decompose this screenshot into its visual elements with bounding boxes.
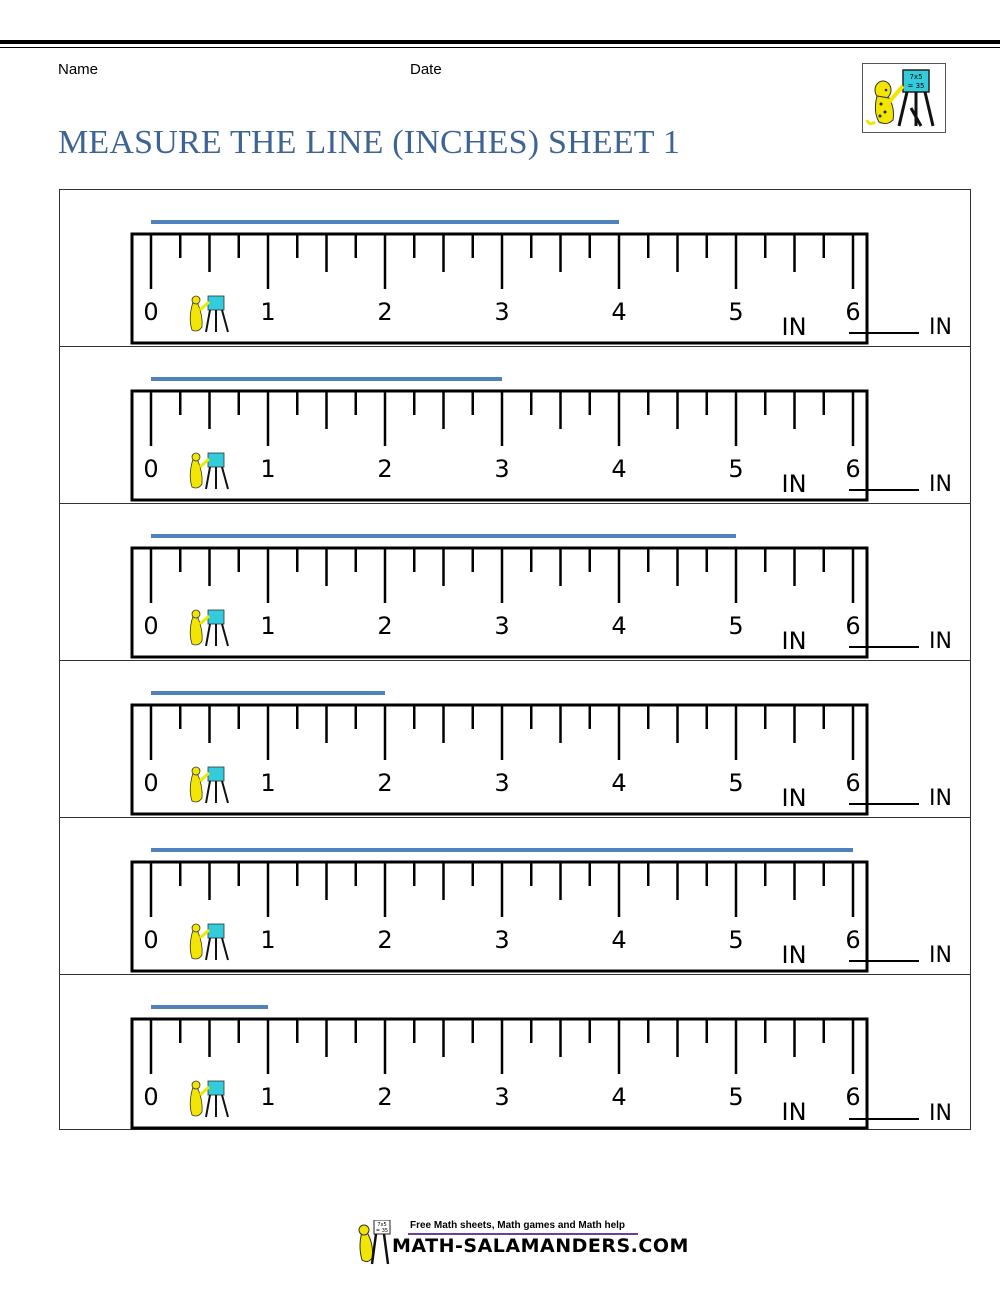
answer-blank[interactable] bbox=[849, 471, 919, 491]
ruler-number: 2 bbox=[377, 1083, 393, 1111]
ruler-number: 0 bbox=[143, 1083, 159, 1111]
answer-unit: IN bbox=[929, 943, 952, 968]
svg-text:7x5: 7x5 bbox=[377, 1222, 387, 1228]
ruler-number: 5 bbox=[728, 612, 744, 640]
ruler-salamander-icon bbox=[190, 1081, 228, 1117]
ruler-number: 6 bbox=[845, 298, 861, 326]
worksheet-table bbox=[59, 189, 971, 1130]
ruler-number: 1 bbox=[260, 769, 276, 797]
ruler-number: 5 bbox=[728, 769, 744, 797]
ruler-salamander-icon bbox=[190, 296, 228, 332]
ruler-number: 5 bbox=[728, 455, 744, 483]
ruler-number: 2 bbox=[377, 455, 393, 483]
question-row bbox=[60, 504, 970, 661]
answer-blank[interactable] bbox=[849, 628, 919, 648]
ruler-number: 2 bbox=[377, 769, 393, 797]
salamander-teacher-icon bbox=[863, 64, 945, 132]
ruler-number: 4 bbox=[611, 769, 627, 797]
ruler-number: 6 bbox=[845, 612, 861, 640]
question-row bbox=[60, 818, 970, 975]
ruler-unit-label: IN bbox=[781, 313, 807, 341]
answer-unit: IN bbox=[929, 1101, 952, 1126]
answer-unit: IN bbox=[929, 786, 952, 811]
ruler-graphic bbox=[60, 818, 890, 975]
footer-tagline: Free Math sheets, Math games and Math help bbox=[410, 1220, 626, 1231]
ruler-number: 1 bbox=[260, 612, 276, 640]
ruler-number: 1 bbox=[260, 455, 276, 483]
ruler-unit-label: IN bbox=[781, 784, 807, 812]
answer-blank[interactable] bbox=[849, 785, 919, 805]
ruler-number: 4 bbox=[611, 926, 627, 954]
ruler-unit-label: IN bbox=[781, 470, 807, 498]
ruler-number: 6 bbox=[845, 1083, 861, 1111]
top-rule-thick bbox=[0, 40, 1000, 44]
ruler-frame bbox=[132, 1019, 867, 1128]
footer-brand: MATH-SALAMANDERS.COM bbox=[392, 1235, 689, 1257]
question-row bbox=[60, 190, 970, 347]
ruler-salamander-icon bbox=[190, 924, 228, 960]
answer-blank[interactable] bbox=[849, 942, 919, 962]
ruler-number: 0 bbox=[143, 926, 159, 954]
svg-text:7x5: 7x5 bbox=[909, 73, 923, 81]
ruler-number: 6 bbox=[845, 455, 861, 483]
answer-blank[interactable] bbox=[849, 314, 919, 334]
ruler-number: 3 bbox=[494, 1083, 510, 1111]
ruler-number: 0 bbox=[143, 769, 159, 797]
top-rule-thin bbox=[0, 47, 1000, 48]
answer-field[interactable] bbox=[849, 471, 952, 497]
question-row bbox=[60, 975, 970, 1132]
question-row bbox=[60, 661, 970, 818]
ruler-number: 3 bbox=[494, 612, 510, 640]
ruler-graphic bbox=[60, 190, 890, 347]
ruler-number: 0 bbox=[143, 298, 159, 326]
ruler-number: 2 bbox=[377, 298, 393, 326]
ruler-number: 3 bbox=[494, 455, 510, 483]
page-title: MEASURE THE LINE (INCHES) SHEET 1 bbox=[58, 124, 681, 161]
ruler-frame bbox=[132, 234, 867, 343]
ruler-number: 0 bbox=[143, 612, 159, 640]
ruler-frame bbox=[132, 391, 867, 500]
ruler-graphic bbox=[60, 661, 890, 818]
ruler-number: 1 bbox=[260, 926, 276, 954]
date-label: Date bbox=[410, 61, 442, 78]
ruler-number: 6 bbox=[845, 926, 861, 954]
ruler-frame bbox=[132, 705, 867, 814]
ruler-frame bbox=[132, 862, 867, 971]
answer-field[interactable] bbox=[849, 785, 952, 811]
name-label: Name bbox=[58, 61, 99, 78]
ruler-frame bbox=[132, 548, 867, 657]
ruler-salamander-icon bbox=[190, 453, 228, 489]
answer-unit: IN bbox=[929, 315, 952, 340]
ruler-number: 4 bbox=[611, 1083, 627, 1111]
ruler-number: 1 bbox=[260, 1083, 276, 1111]
ruler-number: 5 bbox=[728, 926, 744, 954]
answer-field[interactable] bbox=[849, 1100, 952, 1126]
ruler-number: 2 bbox=[377, 926, 393, 954]
answer-field[interactable] bbox=[849, 942, 952, 968]
ruler-salamander-icon bbox=[190, 610, 228, 646]
ruler-number: 3 bbox=[494, 769, 510, 797]
answer-field[interactable] bbox=[849, 314, 952, 340]
svg-text:= 35: = 35 bbox=[375, 1228, 389, 1234]
footer-logo bbox=[354, 1220, 689, 1266]
ruler-number: 2 bbox=[377, 612, 393, 640]
ruler-number: 4 bbox=[611, 298, 627, 326]
ruler-number: 4 bbox=[611, 612, 627, 640]
svg-text:= 35: = 35 bbox=[907, 82, 925, 90]
ruler-unit-label: IN bbox=[781, 1098, 807, 1126]
ruler-graphic bbox=[60, 975, 890, 1132]
ruler-unit-label: IN bbox=[781, 627, 807, 655]
ruler-number: 1 bbox=[260, 298, 276, 326]
question-row bbox=[60, 347, 970, 504]
ruler-number: 3 bbox=[494, 926, 510, 954]
answer-blank[interactable] bbox=[849, 1100, 919, 1120]
ruler-number: 5 bbox=[728, 298, 744, 326]
ruler-number: 6 bbox=[845, 769, 861, 797]
ruler-graphic bbox=[60, 347, 890, 504]
answer-unit: IN bbox=[929, 629, 952, 654]
answer-field[interactable] bbox=[849, 628, 952, 654]
answer-unit: IN bbox=[929, 472, 952, 497]
ruler-number: 5 bbox=[728, 1083, 744, 1111]
ruler-unit-label: IN bbox=[781, 941, 807, 969]
ruler-number: 4 bbox=[611, 455, 627, 483]
salamander-logo bbox=[862, 63, 946, 133]
ruler-number: 0 bbox=[143, 455, 159, 483]
salamander-footer-icon bbox=[354, 1220, 394, 1266]
ruler-salamander-icon bbox=[190, 767, 228, 803]
ruler-number: 3 bbox=[494, 298, 510, 326]
ruler-graphic bbox=[60, 504, 890, 661]
